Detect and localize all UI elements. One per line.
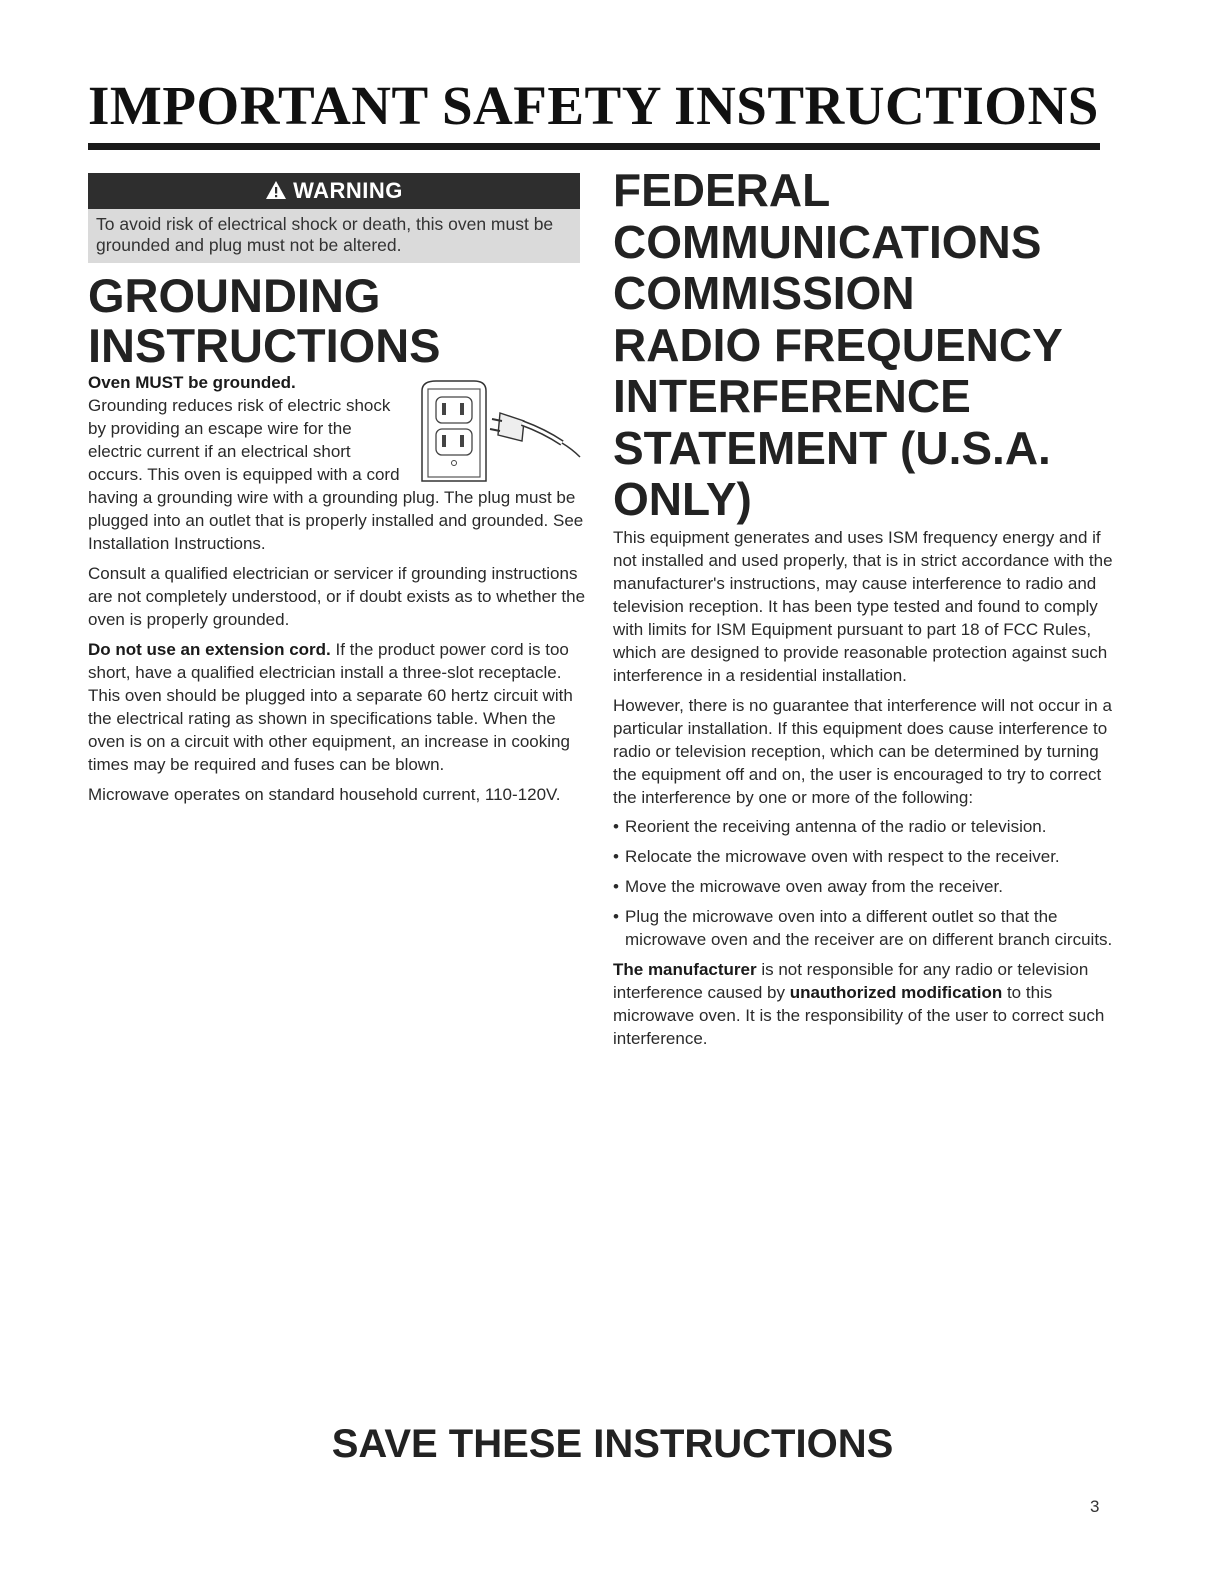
fcc-heading-line: STATEMENT (U.S.A. <box>613 421 1051 474</box>
list-item <box>613 815 1123 838</box>
list-item <box>613 905 1123 951</box>
fcc-heading-line: COMMUNICATIONS <box>613 215 1042 268</box>
list-item-text: Reorient the receiving antenna of the radio or television. <box>625 816 1047 836</box>
bullet-icon: • <box>613 876 619 896</box>
warning-triangle-icon <box>265 180 287 200</box>
bullet-icon: • <box>613 906 619 926</box>
extension-cord-warning: Do not use an extension cord. <box>88 640 331 659</box>
list-item-text: Relocate the microwave oven with respect to the receiver. <box>625 846 1060 866</box>
grounding-heading-line2: INSTRUCTIONS <box>88 319 441 372</box>
grounding-heading <box>88 271 586 371</box>
fcc-paragraph-1: This equipment generates and uses ISM frequency energy and if not installed and used properly, that is in strict accordance with the manufacturer's instructions, may cause interference to radio and television reception. It has been type tested and found to comply with limits for ISM Equipment pursuant to part 18 of FCC Rules, which are designed to provide reasonable protection against such interference in a residential installation. <box>613 527 1113 685</box>
outlet-plug-illustration <box>414 377 586 485</box>
final-text-2: to this microwave oven. It is the responsibility of the user to correct such interference. <box>613 982 1105 1048</box>
fcc-heading-line: COMMISSION <box>613 267 915 319</box>
title-rule <box>88 143 1100 150</box>
bullet-icon: • <box>613 846 619 866</box>
bullet-icon: • <box>613 816 619 836</box>
fcc-heading <box>613 165 1123 526</box>
list-item-text: Plug the microwave oven into a different outlet so that the microwave oven and the receiver are on different branch circuits. <box>625 906 1113 949</box>
warning-label: WARNING <box>293 178 403 203</box>
fcc-final-paragraph <box>613 958 1123 1050</box>
warning-header <box>88 173 580 209</box>
grounding-paragraph-4: Microwave operates on standard household current, 110-120V. <box>88 785 561 804</box>
fcc-heading-line: RADIO FREQUENCY <box>613 318 1063 371</box>
page-title: IMPORTANT SAFETY INSTRUCTIONS <box>88 75 1099 136</box>
page-number: 3 <box>1090 1497 1100 1516</box>
fcc-remedy-list <box>613 815 1123 951</box>
warning-text: To avoid risk of electrical shock or death, this oven must be grounded and plug must not be altered. <box>88 209 580 263</box>
grounding-paragraph-2: Consult a qualified electrician or servicer if grounding instructions are not completely understood, or if doubt exists as to whether the oven is properly grounded. <box>88 564 586 629</box>
extension-cord-text: If the product power cord is too short, have a qualified electrician install a three-slot receptacle. This oven should be plugged into a separate 60 hertz circuit with the electrical rating as shown in specifications table. When the oven is on a circuit with other equipment, an increase in cooking times may be required and fuses can be blown. <box>88 640 573 774</box>
grounding-lead: Oven MUST be grounded. <box>88 373 296 392</box>
list-item <box>613 845 1123 868</box>
grounding-paragraph-3 <box>88 638 586 776</box>
final-text-1: is not responsible for any radio or television interference caused by <box>613 959 1089 1002</box>
footer-title: SAVE THESE INSTRUCTIONS <box>331 1422 894 1466</box>
manufacturer-label: The manufacturer <box>613 959 757 979</box>
grounding-heading-line1: GROUNDING <box>88 269 381 322</box>
grounding-paragraph-1: Grounding reduces risk of electric shock by providing an escape wire for the electric current if an electrical short occurs. This oven is equipped with a cord having a grounding wire with a grounding plug. The plug must be plugged into an outlet that is properly installed and grounded. See Installation Instructions. <box>88 396 584 553</box>
left-column <box>88 173 586 806</box>
list-item <box>613 875 1123 898</box>
fcc-heading-line: INTERFERENCE <box>613 370 971 422</box>
fcc-paragraph-2: However, there is no guarantee that interference will not occur in a particular installation. If this equipment does cause interference to radio or television reception, which can be determined by turning the equipment off and on, the user is encouraged to try to correct the interference by one or more of the following: <box>613 695 1112 807</box>
fcc-heading-line: FEDERAL <box>613 164 831 216</box>
outlet-plug-icon <box>414 377 586 485</box>
unauthorized-modification-label: unauthorized modification <box>789 982 1003 1002</box>
list-item-text: Move the microwave oven away from the receiver. <box>625 876 1003 896</box>
warning-box <box>88 173 580 263</box>
right-column <box>613 165 1123 1050</box>
fcc-heading-line: ONLY) <box>613 473 752 525</box>
